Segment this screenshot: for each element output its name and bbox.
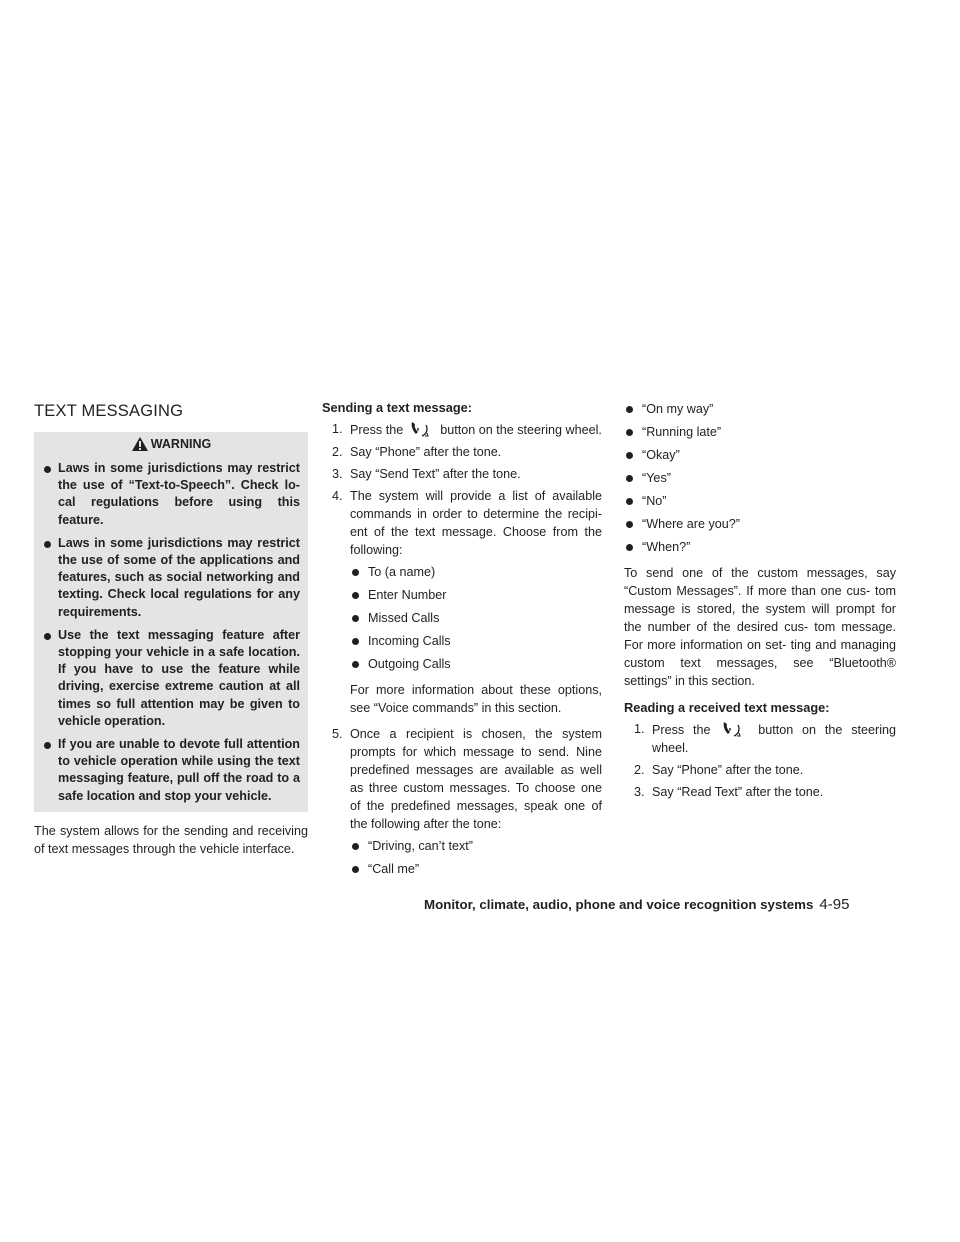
- bullet-icon: [352, 615, 359, 622]
- bullet-icon: [352, 638, 359, 645]
- predefined-messages-list-continued: [624, 400, 896, 561]
- reading-heading: Reading a received text message:: [624, 700, 830, 715]
- bullet-icon: [352, 843, 359, 850]
- recipient-options-list: [322, 563, 602, 678]
- list-item: “Yes”: [624, 469, 896, 492]
- list-item: “Where are you?”: [624, 515, 896, 538]
- list-item: To (a name): [322, 563, 602, 586]
- sending-step-2: 2. Say “Phone” after the tone.: [332, 445, 502, 459]
- custom-messages-note: To send one of the custom messages, say “Custom Messages”. If more than one cus- tom message is stored, the system will prompt for the number of the desired cus- tom message. For more information on set- ting and managing custom text messages, see “Bluetooth® settings” in this section.: [624, 566, 896, 688]
- bullet-icon: [352, 661, 359, 668]
- phone-button-icon: [409, 420, 435, 438]
- list-item: Missed Calls: [322, 609, 602, 632]
- list-item: “Driving, can’t text”: [322, 837, 602, 860]
- bullet-icon: [44, 541, 51, 548]
- list-item: Enter Number: [322, 586, 602, 609]
- list-item: “Running late”: [624, 423, 896, 446]
- bullet-icon: [626, 429, 633, 436]
- bullet-icon: [626, 452, 633, 459]
- reading-step-2: 2. Say “Phone” after the tone.: [634, 763, 804, 777]
- bullet-icon: [44, 742, 51, 749]
- warning-item: Laws in some jurisdictions may restrict the use of “Text-to-Speech”. Check lo- cal regulations before using this feature.: [42, 460, 300, 529]
- bullet-icon: [352, 569, 359, 576]
- list-item: “Okay”: [624, 446, 896, 469]
- options-note: For more information about these options, see “Voice commands” in this section.: [350, 683, 602, 715]
- bullet-icon: [44, 633, 51, 640]
- bullet-icon: [626, 521, 633, 528]
- sending-step-3: 3. Say “Send Text” after the tone.: [332, 467, 521, 481]
- list-item: “When?”: [624, 538, 896, 561]
- warning-title: WARNING: [150, 436, 212, 451]
- warning-triangle-icon: [131, 436, 149, 452]
- left-column: [34, 398, 308, 858]
- bullet-icon: [626, 475, 633, 482]
- warning-header: [42, 432, 300, 456]
- intro-paragraph: The system allows for the sending and receiving of text messages through the vehicle interface.: [34, 823, 308, 856]
- warning-box: [34, 432, 308, 812]
- bullet-icon: [352, 866, 359, 873]
- warning-item: Laws in some jurisdictions may restrict the use of some of the applications and features, such as social networking and texting. Check local regulations for any requirements.: [42, 535, 300, 621]
- section-title: TEXT MESSAGING: [34, 402, 184, 420]
- bullet-icon: [352, 592, 359, 599]
- warning-item: Use the text messaging feature after stopping your vehicle in a safe location. If you have to use the feature while driving, exercise extreme caution at all times so full attention may be given to vehicle operation.: [42, 627, 300, 730]
- page-footer: [424, 896, 904, 913]
- bullet-icon: [44, 466, 51, 473]
- chapter-title: Monitor, climate, audio, phone and voice recognition systems: [424, 897, 814, 912]
- list-item: Incoming Calls: [322, 632, 602, 655]
- reading-step-1: 1. Press the button on the steering wheel.: [634, 722, 896, 755]
- list-item: “Call me”: [322, 860, 602, 883]
- reading-step-3: 3. Say “Read Text” after the tone.: [634, 785, 824, 799]
- page-number: 4-95: [819, 896, 850, 913]
- sending-step-4: 4. The system will provide a list of available commands in order to determine the recipi- ent of the text message. Choose from the following:: [332, 489, 602, 557]
- bullet-icon: [626, 498, 633, 505]
- right-column: [624, 398, 896, 805]
- sending-heading: Sending a text message:: [322, 400, 473, 415]
- list-item: “On my way”: [624, 400, 896, 423]
- sending-step-1: 1. Press the button on the steering wheel.: [332, 422, 602, 437]
- warning-item: If you are unable to devote full attention to vehicle operation while using the text messaging feature, pull off the road to a safe location and stop your vehicle.: [42, 736, 300, 805]
- bullet-icon: [626, 406, 633, 413]
- predefined-messages-list: [322, 837, 602, 883]
- list-item: “No”: [624, 492, 896, 515]
- middle-column: [322, 398, 602, 886]
- sending-step-5: 5. Once a recipient is chosen, the system prompts for which message to send. Nine predefined messages are available as well as three custom messages. To choose one of the predefined messages, speak one of the following after the tone:: [332, 727, 602, 831]
- bullet-icon: [626, 544, 633, 551]
- list-item: Outgoing Calls: [322, 655, 602, 678]
- phone-button-icon: [721, 720, 747, 738]
